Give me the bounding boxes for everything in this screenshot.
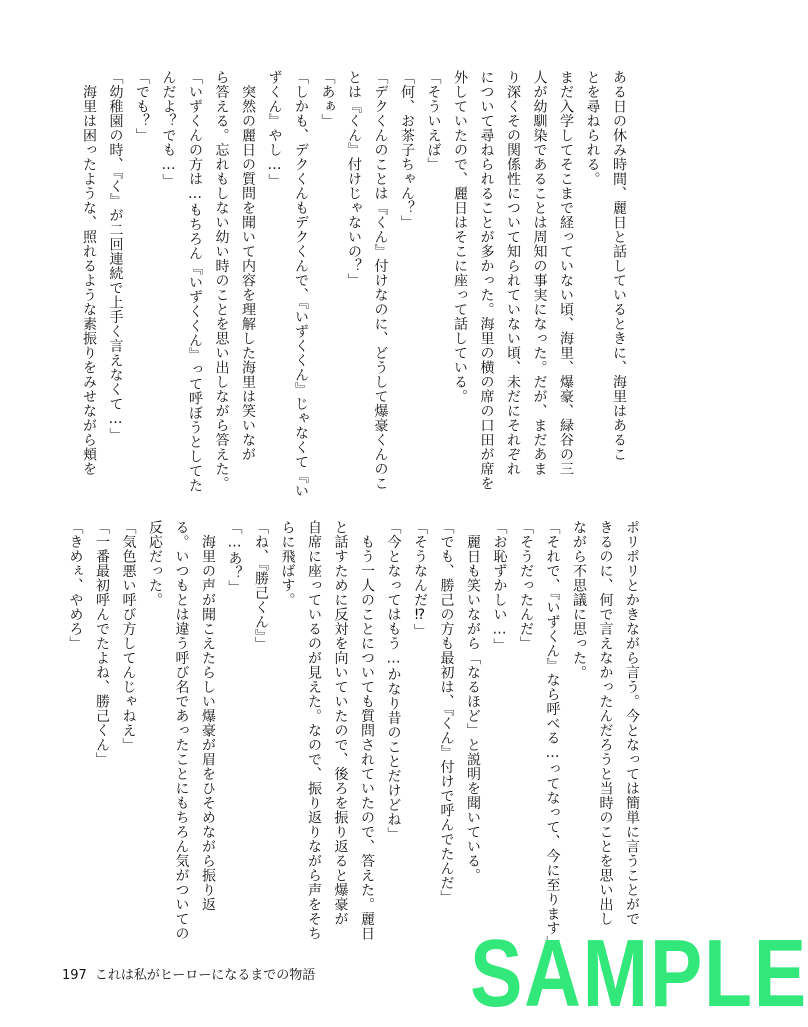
lower-text-block [62,520,645,950]
text-column: ら答える。忘れもしない幼い時のことを思い出しながら答えた。 [213,70,230,491]
sample-watermark: SAMPLE [470,920,808,1027]
text-column: 人が幼馴染であることは周知の事実になった。だが、まだあま [531,70,548,476]
text-column: 「ね、『勝己くん』」 [253,520,269,651]
text-column: ある日の休み時間、麗日と話しているときに、海里はあるこ [611,70,627,462]
page-footer [62,964,315,983]
text-column: らに飛ばす。 [279,520,296,607]
text-column: 「でも、勝己の方も最初は、『くん』付けで呼んでたんだ」 [438,520,455,905]
text-column: 「しかも、デクくんもデクくんで、『いずくくん』じゃなくて『い [293,70,309,498]
text-column: 外していたので、麗日はそこに座って話している。 [452,70,468,404]
text-column: 「きめぇ、やめろ」 [67,520,84,651]
text-column: 「そういえば」 [425,70,442,172]
text-column: 「何、お茶子ちゃん？」 [399,70,415,230]
text-column: 「今となってはもう…かなり昔のことだけどね」 [385,520,402,841]
text-column: 「…あ？」 [226,520,243,595]
text-column: とは『くん』付けじゃないの？」 [346,70,362,288]
text-column: 「それで、『いずくん』なら呼べる…ってなって、今に至ります」 [544,520,561,950]
text-column: きるのに、何で言えなかったんだろうと当時のことを思い出し [597,520,614,926]
text-column: 反応だった。 [147,520,163,607]
text-column: 「気色悪い呼び方してんじゃねえ」 [120,520,137,752]
text-column: 「あぁ」 [319,70,336,128]
upper-text-block [76,70,633,498]
text-column: る。いつもとは違う呼び名であったことにもちろん気がついての [173,520,190,941]
text-column: 海里は困ったような、照れるような素振りをみせながら頬を [81,70,97,476]
text-column: 「でも？」 [134,70,150,143]
text-column: 海里の声が聞こえたらしい爆豪が眉をひそめながら振り返 [200,520,216,912]
text-column: り深くその関係性について知られていない頃、未だにそれぞれ [505,70,521,476]
text-column: まだ入学してそこまで経っていない頃、海里、爆豪、緑谷の三 [558,70,574,476]
text-column: 「そうなんだ⁉」 [412,520,428,638]
text-column: とを尋ねられる。 [584,70,601,186]
book-title: これは私がヒーローになるまでの物語 [94,968,316,983]
page-number: 197 [62,968,87,983]
text-column: 「デクくんのことは『くん』付けなのに、どうして爆豪くんのこ [372,70,389,491]
text-column: ながら不思議に思った。 [571,520,587,680]
text-column: んだよ？でも…」 [160,70,177,188]
text-column: 「一番最初呼んでたよね、勝己くん」 [94,520,110,767]
text-column: 「お恥ずかしい…」 [491,520,508,653]
text-column: 「そうだったんだ」 [518,520,534,651]
text-column: もう一人のことについても質問されていたので、答えた。麗日 [359,520,375,941]
text-column: 麗日も笑いながら「なるほど」と説明を聞いている。 [465,520,481,883]
text-column: ずくん』やし…」 [266,70,283,188]
text-column: 突然の麗日の質問を聞いて内容を理解した海里は笑いなが [240,70,256,462]
text-column: 「幼稚園の時、『く』が二回連続で上手く言えなくて…」 [107,70,124,442]
text-column: について尋ねられることが多かった。海里の横の席の口田が席を [478,70,495,491]
text-column: 自席に座っているのが見えた。なので、振り返りながら声をそち [306,520,322,941]
text-column: と話すために反対を向いていたので、後ろを振り返ると爆豪が [332,520,349,926]
text-column: ポリポリとかきながら言う。今となっては簡単に言うことがで [624,520,640,926]
text-column: 「いずくんの方は…もちろん『いずくくん』って呼ぼうとしてた [187,70,203,493]
